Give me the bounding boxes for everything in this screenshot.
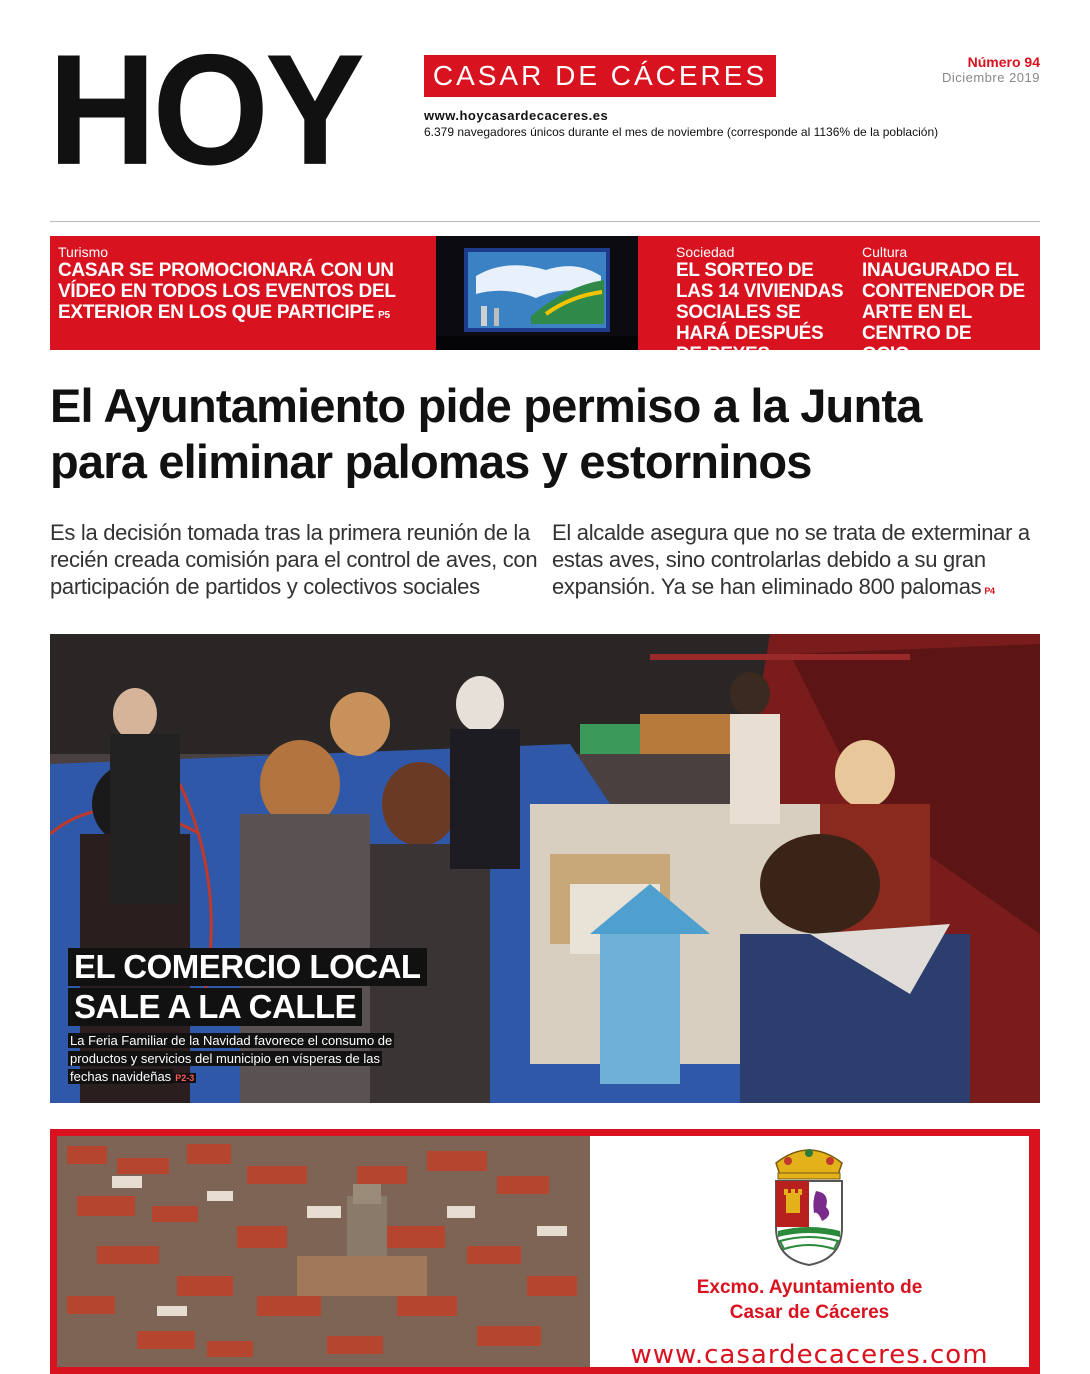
header-divider [50,221,1040,222]
lead-dek-right: El alcalde asegura que no se trata de exterminar a estas aves, sino controlarlas debido a su gran expansión. Ya se han eliminado 800 palomas P4 [552,520,1030,599]
teaser-section: Turismo [58,244,109,260]
teaser-cultura[interactable] [862,244,1034,368]
issue-date: Diciembre 2019 [941,70,1040,85]
teaser-sociedad[interactable] [676,244,848,368]
headline-line-2: para eliminar palomas y estorninos [50,435,812,488]
town-hall-advert[interactable] [50,1129,1040,1374]
advert-panel [590,1136,1029,1370]
advert-name: Excmo. Ayuntamiento de Casar de Cáceres [696,1277,923,1323]
photo-title-line-2: SALE A LA CALLE [68,988,362,1026]
aerial-town-photo [57,1136,590,1367]
coat-of-arms-icon [764,1141,854,1269]
teaser-photo-screen [436,236,638,350]
lead-dek-left: Es la decisión tomada tras la primera reunión de la recién creada comisión para el control de aves, con participación de partidos y colectivos sociales [50,520,538,599]
advert-url[interactable]: www.casardecaceres.com [630,1340,989,1370]
teaser-headline: EL SORTEO DE LAS 14 VIVIENDAS SOCIALES SE HARÁ DESPUÉS DE REYES P7 [676,260,844,365]
edition-title: CASAR DE CÁCERES [424,55,776,97]
teaser-headline: INAUGURADO EL CONTENEDOR DE ARTE EN EL CENTRO DE OCIO P11 [862,260,1025,365]
page-ref: P11 [913,352,930,363]
page-ref: P7 [773,352,786,363]
issue-number: Número 94 [967,54,1040,70]
photo-title [68,948,427,1026]
headline-line-1: El Ayuntamiento pide permiso a la Junta [50,379,922,432]
teaser-strip [50,236,1040,365]
hoy-logo: HOY [48,21,362,198]
page-ref: P2-3 [175,1073,195,1083]
teaser-headline: CASAR SE PROMOCIONARÁ CON UN VÍDEO EN TODOS LOS EVENTOS DEL EXTERIOR EN LOS QUE PARTICIPE P5 [58,260,396,323]
audience-note: 6.379 navegadores únicos durante el mes de noviembre (corresponde al 1136% de la población) [424,125,939,139]
page-ref: P5 [378,310,390,321]
page-ref: P4 [984,586,995,596]
issue-info [942,54,1040,85]
teaser-section: Sociedad [676,244,735,260]
main-photo[interactable] [50,634,1040,1103]
photo-caption: La Feria Familiar de la Navidad favorece el consumo de productos y servicios del municipio en vísperas de las fechas navideñas P2-3 [70,1033,393,1084]
teaser-turismo[interactable] [58,244,403,326]
lead-headline[interactable] [50,378,1045,490]
teaser-section: Cultura [862,244,908,260]
photo-title-line-1: EL COMERCIO LOCAL [68,948,427,986]
website-link[interactable]: www.hoycasardecaceres.es [424,108,609,123]
